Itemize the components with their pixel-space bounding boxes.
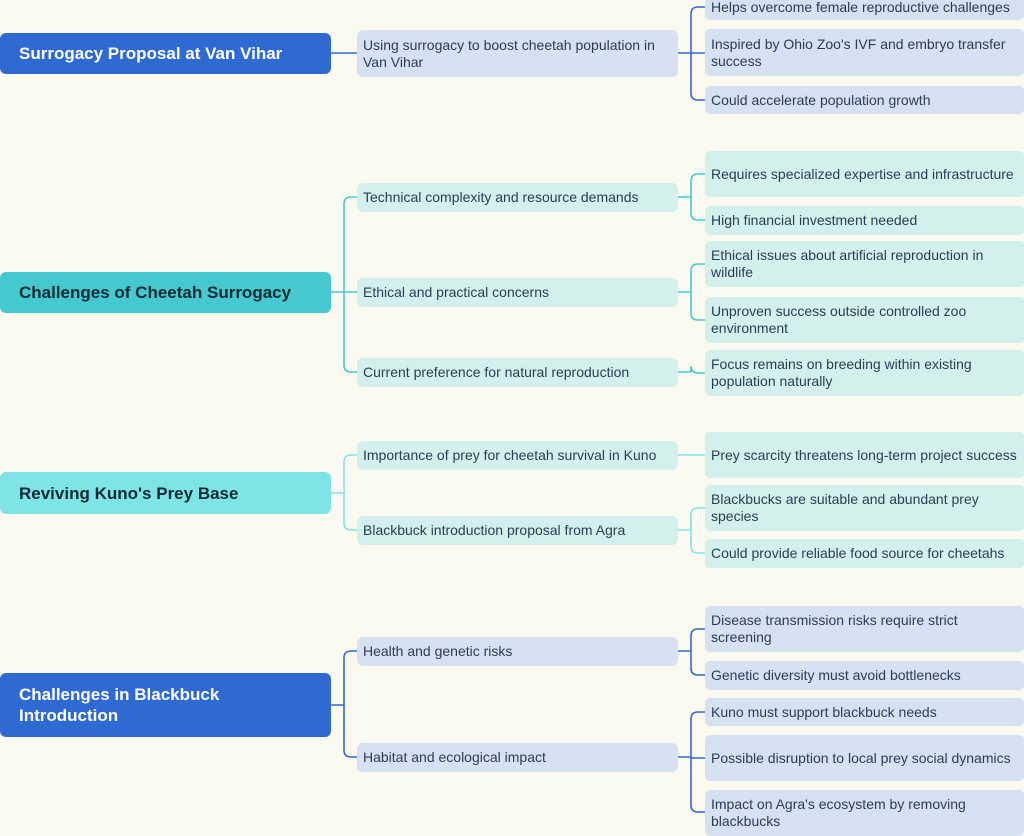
- branch-prey-importance[interactable]: Importance of prey for cheetah survival in Kuno: [357, 441, 678, 470]
- leaf-unproven-success[interactable]: Unproven success outside controlled zoo environment: [705, 297, 1024, 343]
- branch-health-genetic[interactable]: Health and genetic risks: [357, 637, 678, 666]
- connector-s2-main: [331, 197, 357, 372]
- connector-s2-b3: [678, 366, 705, 373]
- topic-kuno-prey-base[interactable]: Reviving Kuno's Prey Base: [0, 472, 331, 514]
- leaf-breeding-naturally[interactable]: Focus remains on breeding within existing population naturally: [705, 350, 1024, 396]
- connector-s4-main: [331, 651, 357, 757]
- leaf-financial-investment[interactable]: High financial investment needed: [705, 206, 1024, 235]
- leaf-social-dynamics[interactable]: Possible disruption to local prey social dynamics: [705, 735, 1024, 781]
- leaf-kuno-support[interactable]: Kuno must support blackbuck needs: [705, 698, 1024, 726]
- connector-s1-leaves: [678, 7, 705, 100]
- leaf-genetic-diversity[interactable]: Genetic diversity must avoid bottlenecks: [705, 661, 1024, 690]
- leaf-ohio-zoo-ivf[interactable]: Inspired by Ohio Zoo's IVF and embryo transfer success: [705, 29, 1024, 76]
- branch-surrogacy-boost[interactable]: Using surrogacy to boost cheetah population in Van Vihar: [357, 30, 678, 77]
- connector-s3-b2: [678, 508, 705, 553]
- leaf-ethical-issues[interactable]: Ethical issues about artificial reproduction in wildlife: [705, 241, 1024, 287]
- leaf-specialized-expertise[interactable]: Requires specialized expertise and infrastructure: [705, 151, 1024, 197]
- leaf-reproductive-challenges[interactable]: Helps overcome female reproductive challenges: [705, 0, 1024, 20]
- leaf-agra-ecosystem[interactable]: Impact on Agra's ecosystem by removing blackbucks: [705, 790, 1024, 836]
- branch-habitat-ecological[interactable]: Habitat and ecological impact: [357, 743, 678, 772]
- connector-s3-main: [331, 455, 357, 530]
- connector-s2-b2: [678, 264, 705, 320]
- leaf-prey-scarcity[interactable]: Prey scarcity threatens long-term project success: [705, 432, 1024, 478]
- leaf-disease-screening[interactable]: Disease transmission risks require strict screening: [705, 606, 1024, 652]
- branch-ethical-practical[interactable]: Ethical and practical concerns: [357, 278, 678, 307]
- leaf-blackbucks-suitable[interactable]: Blackbucks are suitable and abundant prey species: [705, 485, 1024, 531]
- connector-s4-b1: [678, 629, 705, 675]
- topic-cheetah-surrogacy-challenges[interactable]: Challenges of Cheetah Surrogacy: [0, 272, 331, 313]
- branch-technical-complexity[interactable]: Technical complexity and resource demands: [357, 183, 678, 212]
- topic-surrogacy-proposal[interactable]: Surrogacy Proposal at Van Vihar: [0, 33, 331, 74]
- branch-natural-reproduction[interactable]: Current preference for natural reproduction: [357, 358, 678, 387]
- branch-blackbuck-proposal[interactable]: Blackbuck introduction proposal from Agra: [357, 516, 678, 545]
- connector-s4-b2: [678, 712, 705, 812]
- leaf-reliable-food[interactable]: Could provide reliable food source for cheetahs: [705, 539, 1024, 568]
- connector-s2-b1: [678, 174, 705, 220]
- topic-blackbuck-challenges[interactable]: Challenges in Blackbuck Introduction: [0, 673, 331, 737]
- leaf-accelerate-growth[interactable]: Could accelerate population growth: [705, 86, 1024, 114]
